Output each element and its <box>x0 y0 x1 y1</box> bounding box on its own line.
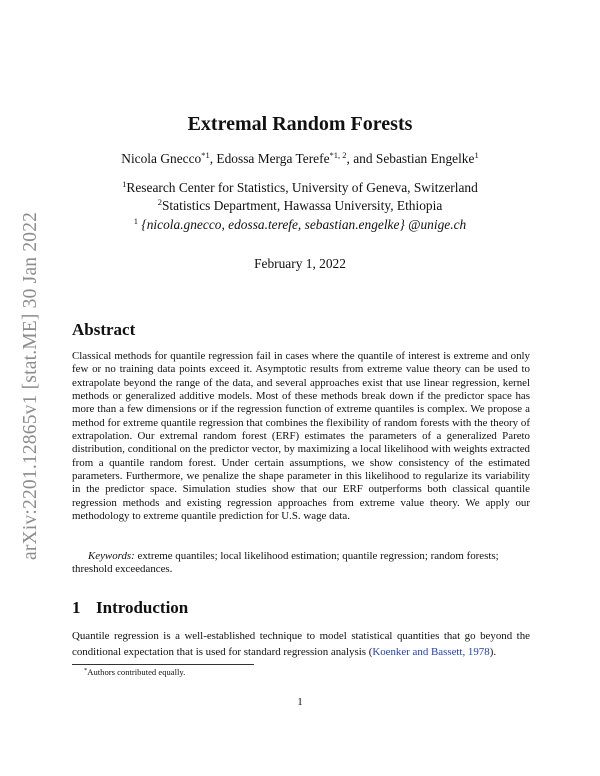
keywords-text: extreme quantiles; local likelihood estimation; quantile regression; random forests; threshold exceedances. <box>72 550 499 576</box>
page-number: 1 <box>297 696 303 708</box>
introduction-text: Quantile regression is a well-established technique to model statistical quantities that go beyond the conditional expectation that is used for standard regression analysis ( <box>72 630 530 658</box>
author-affiliation-mark: *1, 2 <box>329 150 347 160</box>
author-separator: , <box>209 151 217 166</box>
email-addresses: {nicola.gnecco, edossa.terefe, sebastian.engelke} @unige.ch <box>138 217 467 232</box>
author-affiliation-mark: 1 <box>474 150 479 160</box>
affiliation-text: Statistics Department, Hawassa University, Ethiopia <box>161 198 443 213</box>
paper-title: Extremal Random Forests <box>187 113 413 135</box>
footnote-text: Authors contributed equally. <box>87 667 186 677</box>
author-name: Sebastian Engelke <box>375 151 475 166</box>
section-title: Introduction <box>96 598 189 617</box>
author-affiliation-mark: *1 <box>201 150 210 160</box>
affiliation-line <box>0 198 600 214</box>
author-separator: , and <box>346 151 376 166</box>
citation-link[interactable]: Koenker and Bassett, 1978 <box>372 646 490 658</box>
introduction-paragraph <box>72 628 530 660</box>
author-name: Edossa Merga Terefe <box>216 151 330 166</box>
affiliation-mark: 1 <box>122 179 127 189</box>
affiliation-mark: 2 <box>157 197 162 207</box>
publication-date: February 1, 2022 <box>254 256 346 271</box>
footnote-mark: * <box>84 667 88 674</box>
section-number: 1 <box>72 598 81 617</box>
footnote <box>84 667 185 677</box>
introduction-text-end: ). <box>489 646 497 658</box>
section-heading <box>72 598 188 618</box>
abstract-body: Classical methods for quantile regression fail in cases where the quantile of interest is extreme and only few or no training data points exceed it. Asymptotic results from extreme value theory can be used to extrapolate beyond the range of the data, and several approaches exist that use linear regression, kernel methods or generalized additive models. Most of these methods break down if the predictor space has more than a few dimensions or if the regression function of extreme quantiles is complex. We propose a method for extreme quantile regression that combines the flexibility of random forests with the theory of extrapolation. Our extremal random forest (ERF) estimates the parameters of a generalized Pareto distribution, conditional on the predictor vector, by maximizing a local likelihood with weights extracted from a quantile random forest. Under certain assumptions, we show consistency of the estimated parameters. Furthermore, we penalize the shape parameter in this likelihood to regularize its variability in the predictor space. Simulation studies show that our ERF outperforms both classical quantile regression methods and existing regression approaches from extreme value theory. We apply our methodology to extreme quantile prediction for U.S. wage data. <box>72 350 530 523</box>
abstract-heading: Abstract <box>72 320 136 339</box>
footnote-divider <box>72 664 254 665</box>
affiliation-line <box>0 180 600 196</box>
affiliation-text: Research Center for Statistics, University of Geneva, Switzerland <box>126 180 478 195</box>
keywords-label: Keywords: <box>88 550 135 562</box>
keywords-line <box>72 550 530 577</box>
email-affiliation-mark: 1 <box>133 216 139 226</box>
author-list <box>0 151 600 167</box>
author-name: Nicola Gnecco <box>121 151 202 166</box>
arxiv-identifier-stamp: arXiv:2201.12865v1 [stat.ME] 30 Jan 2022 <box>20 211 41 560</box>
email-line <box>0 217 600 233</box>
